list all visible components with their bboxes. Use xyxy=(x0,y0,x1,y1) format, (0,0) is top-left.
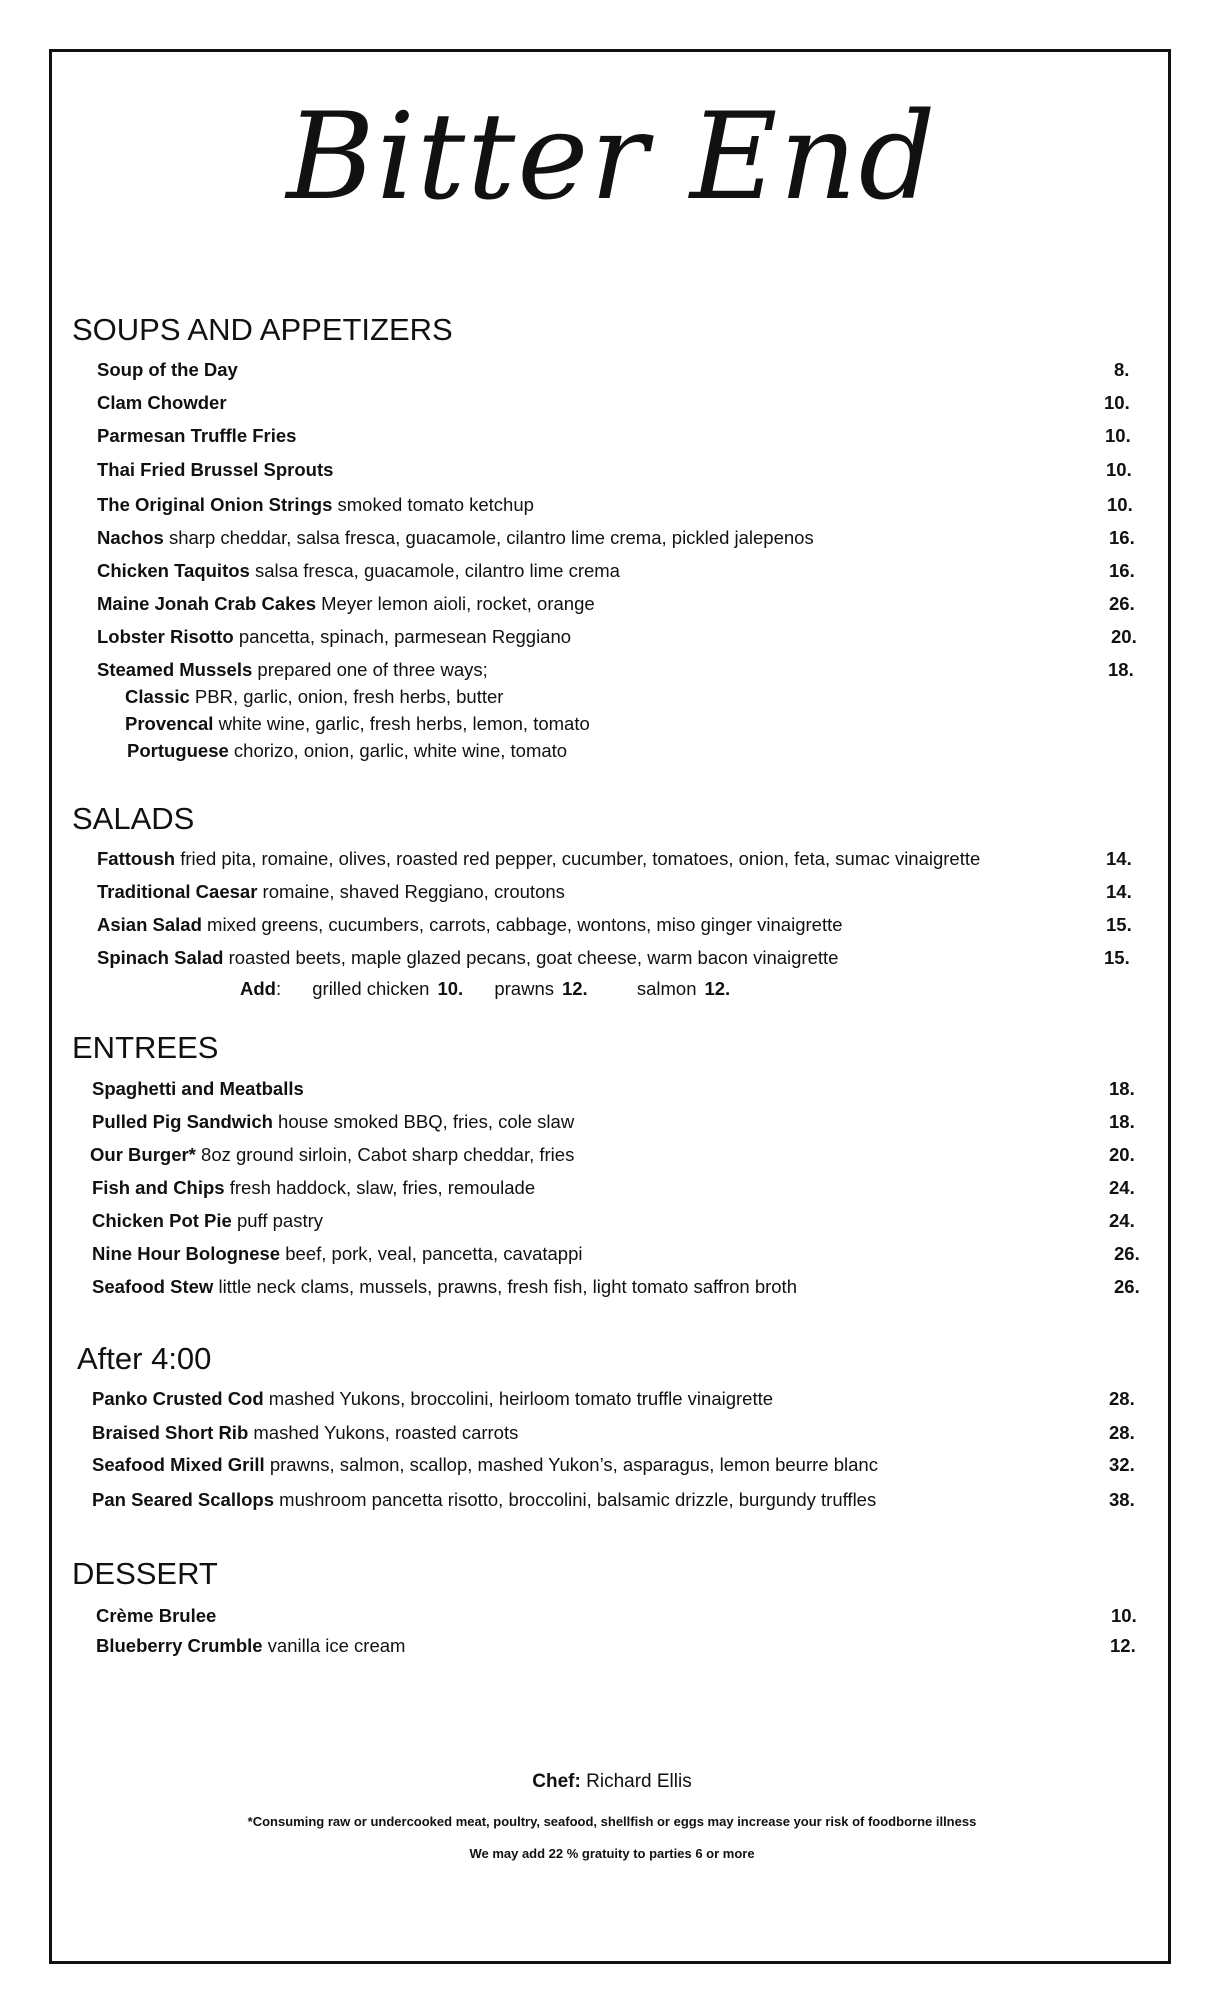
restaurant-title: Bitter End xyxy=(286,88,938,227)
menu-item-price: 12. xyxy=(1110,1635,1136,1656)
menu-item: Panko Crusted Cod mashed Yukons, broccolini, heirloom tomato truffle vinaigrette xyxy=(92,1388,774,1409)
menu-item-price: 28. xyxy=(1109,1422,1135,1443)
menu-item-price: 18. xyxy=(1108,659,1134,680)
menu-item: Fish and Chips fresh haddock, slaw, fries, remoulade xyxy=(92,1177,536,1198)
menu-item-price: 10. xyxy=(1106,459,1132,480)
menu-item-price: 10. xyxy=(1111,1605,1137,1626)
menu-item-price: 14. xyxy=(1106,848,1132,869)
menu-item-price: 10. xyxy=(1105,425,1131,446)
menu-item: Pulled Pig Sandwich house smoked BBQ, fries, cole slaw xyxy=(92,1111,575,1132)
menu-item-price: 28. xyxy=(1109,1388,1135,1409)
chef-credit: Chef: Richard Ellis xyxy=(532,1771,692,1792)
menu-item: Traditional Caesar romaine, shaved Reggiano, croutons xyxy=(97,881,565,902)
menu-item: Nachos sharp cheddar, salsa fresca, guacamole, cilantro lime crema, pickled jalepenos xyxy=(97,527,814,548)
food-safety-warning: *Consuming raw or undercooked meat, poultry, seafood, shellfish or eggs may increase your risk of foodborne illness xyxy=(247,1814,977,1829)
menu-item-price: 26. xyxy=(1114,1243,1140,1264)
menu-item: Lobster Risotto pancetta, spinach, parmesean Reggiano xyxy=(97,626,572,647)
menu-item-price: 32. xyxy=(1109,1454,1135,1475)
menu-item: Steamed Mussels prepared one of three ways; xyxy=(97,659,488,680)
menu-item-price: 15. xyxy=(1104,947,1130,968)
menu-item-price: 10. xyxy=(1107,494,1133,515)
section-title-entrees: ENTREES xyxy=(72,1030,219,1065)
mussel-option: Portuguese chorizo, onion, garlic, white wine, tomato xyxy=(127,740,568,761)
menu-item: Blueberry Crumble vanilla ice cream xyxy=(96,1635,406,1656)
menu-item-price: 18. xyxy=(1109,1078,1135,1099)
section-title-soups: SOUPS AND APPETIZERS xyxy=(72,312,453,347)
menu-item: Asian Salad mixed greens, cucumbers, carrots, cabbage, wontons, miso ginger vinaigrette xyxy=(97,914,843,935)
menu-item: Thai Fried Brussel Sprouts xyxy=(97,459,334,480)
menu-item-price: 38. xyxy=(1109,1489,1135,1510)
menu-item-price: 26. xyxy=(1109,593,1135,614)
salad-addons: Add: grilled chicken 10. prawns 12. salmon 12. xyxy=(240,978,731,999)
menu-item: Spaghetti and Meatballs xyxy=(92,1078,304,1099)
menu-item: Fattoush fried pita, romaine, olives, roasted red pepper, cucumber, tomatoes, onion, feta, sumac vinaigrette xyxy=(97,848,981,869)
addon-price: 12. xyxy=(561,978,588,999)
addon-price: 10. xyxy=(437,978,464,999)
menu-item-price: 8. xyxy=(1114,359,1130,380)
menu-item: Chicken Pot Pie puff pastry xyxy=(92,1210,324,1231)
addon-price: 12. xyxy=(704,978,731,999)
mussel-option: Classic PBR, garlic, onion, fresh herbs, butter xyxy=(125,686,504,707)
menu-item-price: 20. xyxy=(1111,626,1137,647)
menu-item-price: 16. xyxy=(1109,560,1135,581)
section-title-dessert: DESSERT xyxy=(72,1556,218,1591)
addon-name: salmon xyxy=(636,978,697,999)
menu-item: Seafood Stew little neck clams, mussels, prawns, fresh fish, light tomato saffron broth xyxy=(92,1276,797,1297)
section-title-after4: After 4:00 xyxy=(77,1341,212,1376)
menu-item-price: 16. xyxy=(1109,527,1135,548)
menu-item: Chicken Taquitos salsa fresca, guacamole, cilantro lime crema xyxy=(97,560,620,581)
menu-item-price: 14. xyxy=(1106,881,1132,902)
menu-item-price: 20. xyxy=(1109,1144,1135,1165)
menu-item: Nine Hour Bolognese beef, pork, veal, pancetta, cavatappi xyxy=(92,1243,583,1264)
menu-item: Our Burger* 8oz ground sirloin, Cabot sharp cheddar, fries xyxy=(90,1144,575,1165)
gratuity-note: We may add 22 % gratuity to parties 6 or more xyxy=(469,1846,755,1861)
menu-item: Spinach Salad roasted beets, maple glazed pecans, goat cheese, warm bacon vinaigrette xyxy=(97,947,839,968)
menu-item: Seafood Mixed Grill prawns, salmon, scallop, mashed Yukon’s, asparagus, lemon beurre blanc xyxy=(92,1454,878,1475)
menu-item-price: 24. xyxy=(1109,1177,1135,1198)
menu-item: Clam Chowder xyxy=(97,392,227,413)
menu-item-price: 15. xyxy=(1106,914,1132,935)
mussel-option: Provencal white wine, garlic, fresh herbs, lemon, tomato xyxy=(125,713,590,734)
menu-item: Pan Seared Scallops mushroom pancetta risotto, broccolini, balsamic drizzle, burgundy truffles xyxy=(92,1489,877,1510)
addon-name: prawns xyxy=(494,978,554,999)
menu-item-price: 26. xyxy=(1114,1276,1140,1297)
section-title-salads: SALADS xyxy=(72,801,195,836)
menu-item: Braised Short Rib mashed Yukons, roasted carrots xyxy=(92,1422,519,1443)
menu-item: Crème Brulee xyxy=(96,1605,217,1626)
menu-item: The Original Onion Strings smoked tomato ketchup xyxy=(97,494,534,515)
menu-item: Maine Jonah Crab Cakes Meyer lemon aioli, rocket, orange xyxy=(97,593,595,614)
menu-item-price: 18. xyxy=(1109,1111,1135,1132)
menu-item-price: 10. xyxy=(1104,392,1130,413)
menu-item-price: 24. xyxy=(1109,1210,1135,1231)
menu-item: Parmesan Truffle Fries xyxy=(97,425,297,446)
addon-name: grilled chicken xyxy=(312,978,430,999)
menu-item: Soup of the Day xyxy=(97,359,238,380)
addons-label: Add xyxy=(240,978,276,999)
